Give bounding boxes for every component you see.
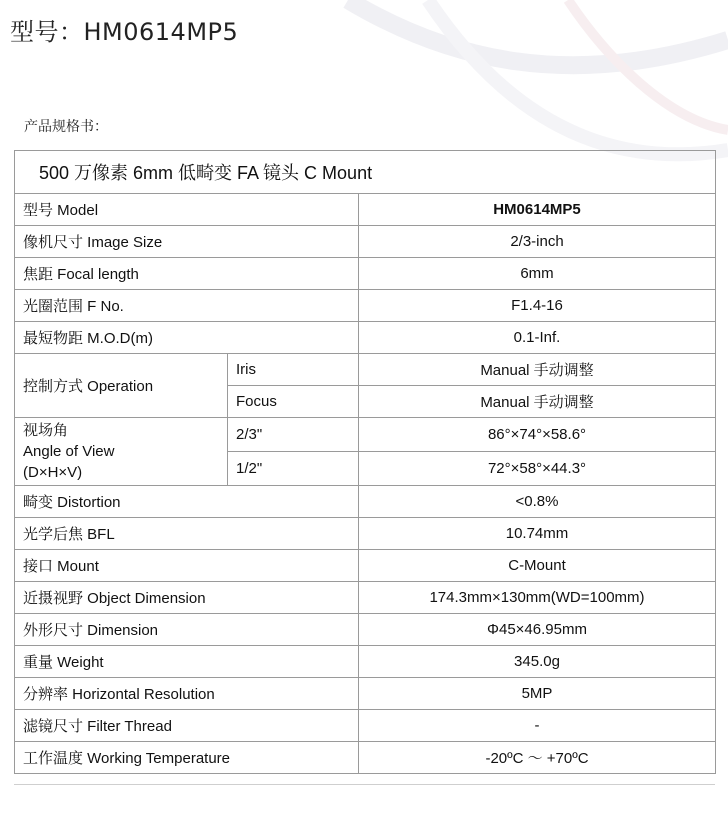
row-label-bfl: 光学后焦 BFL bbox=[15, 518, 359, 550]
table-title: 500 万像素 6mm 低畸变 FA 镜头 C Mount bbox=[15, 151, 716, 194]
sub-label-1-2-inch: 1/2" bbox=[228, 452, 359, 486]
row-value-mod: 0.1-Inf. bbox=[359, 322, 716, 354]
row-label-angle-of-view bbox=[15, 418, 228, 486]
row-value-f-no: F1.4-16 bbox=[359, 290, 716, 322]
row-label-object-dimension: 近摄视野 Object Dimension bbox=[15, 582, 359, 614]
table-row bbox=[15, 710, 716, 742]
row-value-bfl: 10.74mm bbox=[359, 518, 716, 550]
row-label-working-temp: 工作温度 Working Temperature bbox=[15, 742, 359, 774]
table-row bbox=[15, 646, 716, 678]
table-row bbox=[15, 518, 716, 550]
angle-label-cn: 视场角 bbox=[23, 422, 69, 439]
row-label-image-size: 像机尺寸 Image Size bbox=[15, 226, 359, 258]
table-row bbox=[15, 614, 716, 646]
row-label-mod: 最短物距 M.O.D(m) bbox=[15, 322, 359, 354]
row-label-mount: 接口 Mount bbox=[15, 550, 359, 582]
table-title-row bbox=[15, 151, 716, 194]
table-row bbox=[15, 322, 716, 354]
table-row bbox=[15, 582, 716, 614]
row-value-object-dimension: 174.3mm×130mm(WD=100mm) bbox=[359, 582, 716, 614]
row-label-model: 型号 Model bbox=[15, 194, 359, 226]
table-row bbox=[15, 550, 716, 582]
row-label-dimension: 外形尺寸 Dimension bbox=[15, 614, 359, 646]
table-row bbox=[15, 486, 716, 518]
row-value-iris: Manual 手动调整 bbox=[359, 354, 716, 386]
table-row bbox=[15, 742, 716, 774]
row-label-distortion: 畸变 Distortion bbox=[15, 486, 359, 518]
row-label-f-no: 光圈范围 F No. bbox=[15, 290, 359, 322]
row-label-weight: 重量 Weight bbox=[15, 646, 359, 678]
row-value-image-size: 2/3-inch bbox=[359, 226, 716, 258]
spec-table bbox=[14, 150, 716, 774]
model-title: 型号：HM0614MP5 bbox=[10, 18, 239, 46]
row-value-dimension: Φ45×46.95mm bbox=[359, 614, 716, 646]
table-row bbox=[15, 354, 716, 386]
table-row bbox=[15, 194, 716, 226]
row-value-mount: C-Mount bbox=[359, 550, 716, 582]
row-value-filter-thread: - bbox=[359, 710, 716, 742]
angle-label-dims: (D×H×V) bbox=[23, 464, 83, 481]
sub-label-2-3-inch: 2/3" bbox=[228, 418, 359, 452]
row-value-weight: 345.0g bbox=[359, 646, 716, 678]
sub-label-iris: Iris bbox=[228, 354, 359, 386]
table-row bbox=[15, 418, 716, 452]
angle-label-en: Angle of View bbox=[23, 443, 115, 460]
row-label-filter-thread: 滤镜尺寸 Filter Thread bbox=[15, 710, 359, 742]
bottom-divider bbox=[14, 784, 715, 785]
row-value-model: HM0614MP5 bbox=[359, 194, 716, 226]
table-row bbox=[15, 258, 716, 290]
spec-sheet-label: 产品规格书： bbox=[24, 119, 108, 135]
row-value-focus: Manual 手动调整 bbox=[359, 386, 716, 418]
row-label-resolution: 分辨率 Horizontal Resolution bbox=[15, 678, 359, 710]
row-value-focal-length: 6mm bbox=[359, 258, 716, 290]
sub-label-focus: Focus bbox=[228, 386, 359, 418]
table-row bbox=[15, 678, 716, 710]
table-row bbox=[15, 226, 716, 258]
row-value-angle-2-3: 86°×74°×58.6° bbox=[359, 418, 716, 452]
row-value-working-temp: -20ºC ～ +70ºC bbox=[359, 742, 716, 774]
row-label-operation: 控制方式 Operation bbox=[15, 354, 228, 418]
row-label-focal-length: 焦距 Focal length bbox=[15, 258, 359, 290]
row-value-angle-1-2: 72°×58°×44.3° bbox=[359, 452, 716, 486]
row-value-distortion: <0.8% bbox=[359, 486, 716, 518]
table-row bbox=[15, 290, 716, 322]
row-value-resolution: 5MP bbox=[359, 678, 716, 710]
